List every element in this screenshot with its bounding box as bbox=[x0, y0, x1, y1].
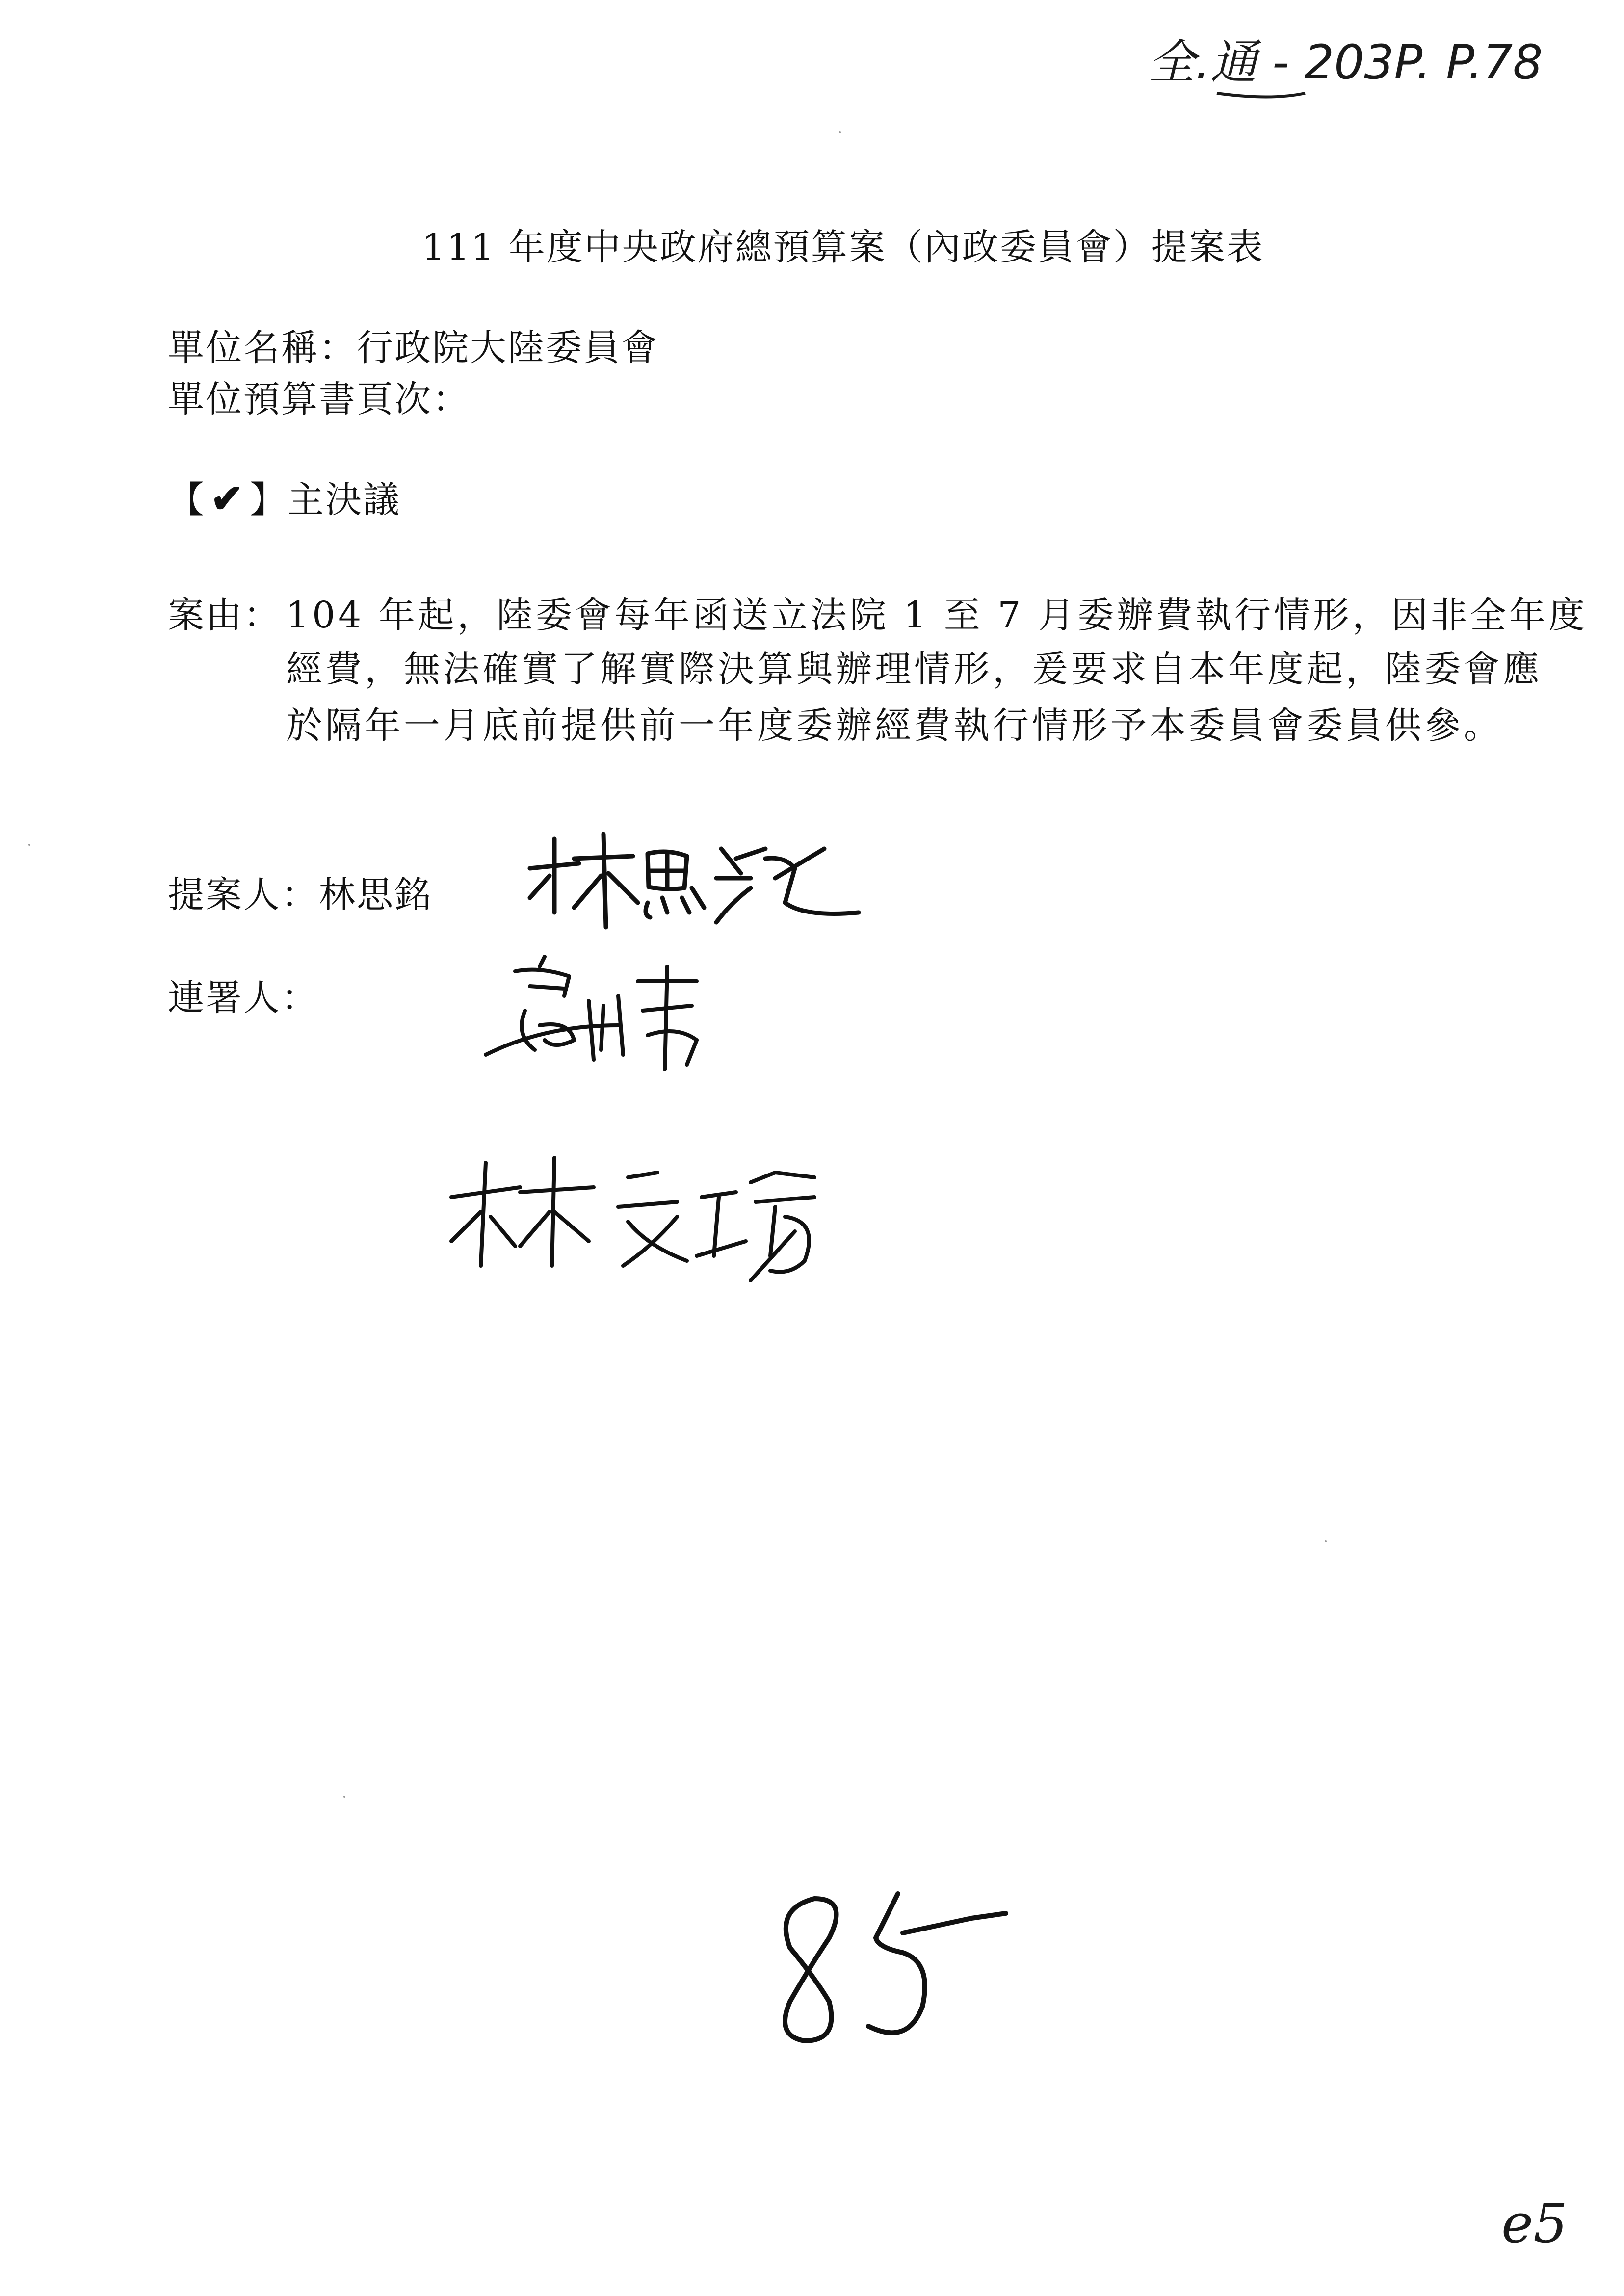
bracket-close: 】 bbox=[250, 479, 288, 521]
unit-name-row bbox=[168, 319, 659, 371]
page-title: 111 年度中央政府總預算案（內政委員會）提案表 bbox=[422, 226, 1264, 268]
scan-speck bbox=[839, 131, 841, 133]
proposer-row bbox=[168, 866, 432, 918]
budget-page-label: 單位預算書頁次： bbox=[168, 378, 470, 420]
cosigners-label: 連署人： bbox=[168, 977, 319, 1019]
bracket-open: 【 bbox=[168, 479, 206, 521]
budget-page-row bbox=[168, 370, 470, 422]
header-note-text: 全.通 - 203P. P.78 bbox=[1148, 35, 1543, 90]
cosigner-signature-2 bbox=[432, 1143, 834, 1290]
check-icon: ✔ bbox=[210, 475, 245, 522]
handwritten-header-note bbox=[1143, 20, 1565, 103]
reason-label: 案由： bbox=[168, 594, 281, 636]
cosigner-signature-1 bbox=[471, 952, 726, 1079]
scan-speck bbox=[28, 844, 30, 846]
handwritten-page-number bbox=[756, 1879, 1011, 2061]
proposer-label: 提案人： bbox=[168, 874, 319, 916]
reason-line-3: 於隔年一月底前提供前一年度委辦經費執行情形予本委員會委員供參。 bbox=[286, 704, 1503, 747]
corner-annotation-text: e5 bbox=[1501, 2192, 1568, 2255]
scan-speck bbox=[1325, 1540, 1327, 1542]
reason-line-1: 104 年起，陸委會每年函送立法院 1 至 7 月委辦費執行情形，因非全年度 bbox=[286, 594, 1588, 636]
resolution-row bbox=[168, 471, 401, 523]
resolution-label: 主決議 bbox=[288, 479, 401, 521]
unit-name-value: 行政院大陸委員會 bbox=[357, 327, 659, 369]
reason-line-2: 經費，無法確實了解實際決算與辦理情形，爰要求自本年度起，陸委會應 bbox=[286, 648, 1542, 690]
scan-speck bbox=[343, 1796, 345, 1798]
corner-annotation bbox=[1496, 2188, 1604, 2262]
proposer-name: 林思銘 bbox=[319, 874, 432, 916]
unit-name-label: 單位名稱： bbox=[168, 327, 357, 369]
proposer-signature bbox=[520, 829, 864, 937]
